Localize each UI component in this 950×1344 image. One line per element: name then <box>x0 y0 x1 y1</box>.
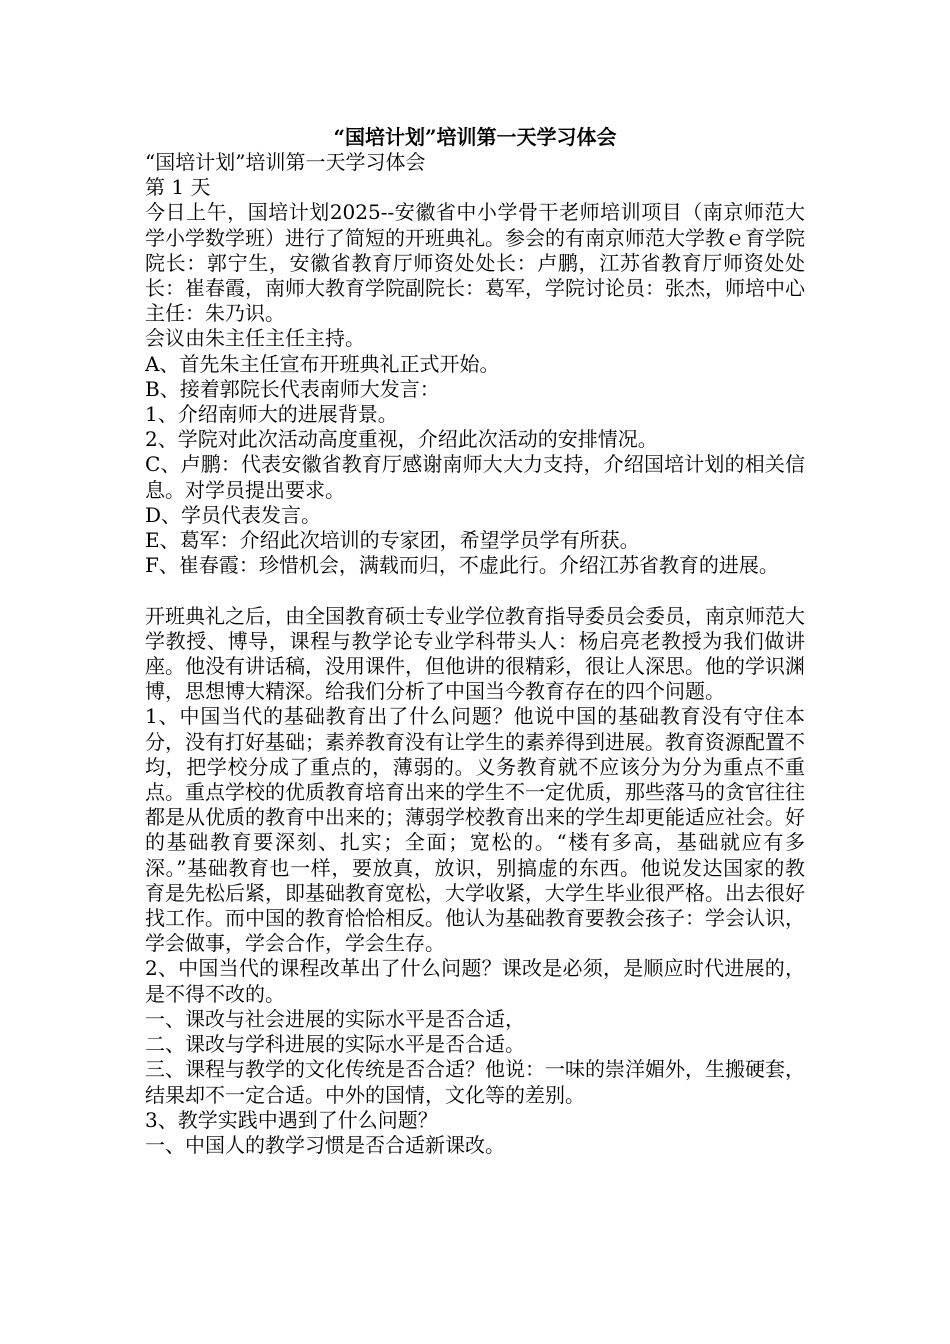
list-item: 一、中国人的教学习惯是否合适新课改。 <box>145 1132 505 1157</box>
list-item: C、卢鹏：代表安徽省教育厅感谢南师大大力支持，介绍国培计划的相关信息。对学员提出要求。 <box>145 452 805 502</box>
list-item: 三、课程与教学的文化传统是否合适？他说：一味的崇洋媚外，生搬硬套，结果却不一定合适。中外的国情，文化等的差别。 <box>145 1057 805 1107</box>
list-item: 1、介绍南师大的进展背景。 <box>145 402 398 427</box>
paragraph: 3、教学实践中遇到了什么问题？ <box>145 1107 438 1132</box>
list-item: D、学员代表发言。 <box>145 502 322 527</box>
subtitle-line: “国培计划”培训第一天学习体会 <box>145 150 426 174</box>
list-item: B、接着郭院长代表南师大发言： <box>145 376 440 401</box>
paragraph: 2、中国当代的课程改革出了什么问题？课改是必须，是顺应时代进展的，是不得不改的。 <box>145 956 805 1006</box>
list-item: F、崔春霞：珍惜机会，满载而归，不虚此行。介绍江苏省教育的进展。 <box>145 553 779 578</box>
document-title: “国培计划”培训第一天学习体会 <box>333 125 617 149</box>
list-item: A、首先朱主任宣布开班典礼正式开始。 <box>145 351 500 376</box>
paragraph: 开班典礼之后，由全国教育硕士专业学位教育指导委员会委员，南京师范大学教授、博导，课程与教学论专业学科带头人：杨启亮老教授为我们做讲座。他没有讲话稿，没用课件，但他讲的很精彩，很让人深思。他的学识渊博，思想博大精深。给我们分析了中国当今教育存在的四个问题。 <box>145 603 805 704</box>
document-body <box>145 150 805 1158</box>
list-item: E、葛军：介绍此次培训的专家团，希望学员学有所获。 <box>145 528 640 553</box>
list-item: 2、学院对此次活动高度重视，介绍此次活动的安排情况。 <box>145 427 658 452</box>
list-item: 二、课改与学科进展的实际水平是否合适。 <box>145 1032 525 1057</box>
paragraph: 会议由朱主任主任主持。 <box>145 326 365 351</box>
paragraph: 1、中国当代的基础教育出了什么问题？他说中国的基础教育没有守住本分，没有打好基础；素养教育没有让学生的素养得到进展。教育资源配置不均，把学校分成了重点的，薄弱的。义务教育就不应该分为分为重点不重点。重点学校的优质教育培育出来的学生不一定优质，那些落马的贪官往往都是从优质的教育中出来的；薄弱学校教育出来的学生却更能适应社会。好的基础教育要深刻、扎实；全面；宽松的。“楼有多高，基础就应有多深。”基础教育也一样，要放真，放识，别搞虚的东西。他说发达国家的教育是先松后紧，即基础教育宽松，大学收紧，大学生毕业很严格。出去很好找工作。而中国的教育恰恰相反。他认为基础教育要教会孩子：学会认识，学会做事，学会合作，学会生存。 <box>145 704 805 956</box>
list-item: 一、课改与社会进展的实际水平是否合适， <box>145 1006 525 1031</box>
paragraph-gap <box>145 578 805 603</box>
paragraph: 今日上午，国培计划2025--安徽省中小学骨干老师培训项目（南京师范大学小学数学班）进行了简短的开班典礼。参会的有南京师范大学教ｅ育学院院长：郭宁生，安徽省教育厅师资处处长：卢鹏，江苏省教育厅师资处处长：崔春霞，南师大教育学院副院长：葛军，学院讨论员：张杰，师培中心主任：朱乃识。 <box>145 200 805 326</box>
day-label: 第 1 天 <box>145 175 211 200</box>
